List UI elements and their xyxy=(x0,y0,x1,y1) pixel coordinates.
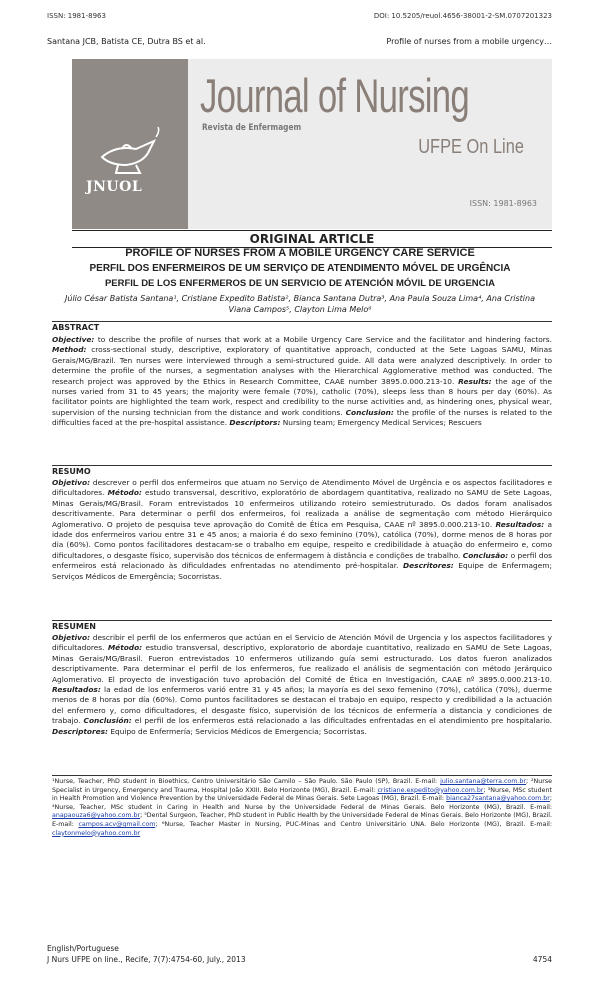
resumen-text: Objetivo: describir el perfil de los enfermeros que actúan en el Servicio de Atención Móvil de Urgencia y los aspectos facilitadores y dificultadores. Método: estudio transversal, descriptivo, exploratorio de abordaje cuantitativo, realizado en SAMU de Sete Lagoas, Minas Gerais/MG/Brasil. Fueron entrevistados 10 enfermeros utilizando guía semi estructurado. Los datos fueron analizados descriptivamente. Para determinar el perfil de los enfermeros, fue realizado el análisis de segmentación con método Jerárquico Aglomerativo. El proyecto de investigación tuvo aprobación del Comité de Ética en Investigación, CAAE nº 3895.0.000.213-10. Resultados: la edad de los enfermeros varió entre 31 y 45 años; la mayoría es del sexo femenino (70%), católica (70%), duerme menos de 8 horas por día (60%). Como puntos facilitadores se destacan el trabajo en equipo, respecto y credibilidad a la actuación del enfermero y, como dificultadores, el desgaste físico, supervisión de los técnicos de enfermería a distancia y condiciones de trabajo. Conclusión: el perfil de los enfermeros está relacionado a las dificultades enfrentadas en el atendimiento pre hospitalario. Descriptores: Equipo de Enfermería; Servicios Médicos de Emergencia; Socorristas. xyxy=(52,633,552,736)
running-authors: Santana JCB, Batista CE, Dutra BS et al. xyxy=(47,37,206,46)
resumo-heading: RESUMO xyxy=(52,465,552,476)
oil-lamp-icon xyxy=(96,127,166,177)
doi-header[interactable]: DOI: 10.5205/reuol.4656-38001-2-SM.0707201323 xyxy=(373,12,552,20)
journal-subtitle: Revista de Enfermagem xyxy=(202,123,302,133)
title-english: PROFILE OF NURSES FROM A MOBILE URGENCY CARE SERVICE xyxy=(125,247,475,259)
abstract-heading: ABSTRACT xyxy=(52,321,552,332)
page-number: 4754 xyxy=(532,955,552,964)
article-type: ORIGINAL ARTICLE xyxy=(72,230,552,248)
abstract-text: Objective: to describe the profile of nurses that work at a Mobile Urgency Care Service and the facilitator and hindering factors. Method: cross-sectional study, descriptive, exploratory of quantitative approach, conducted at the Sete Lagoas SAMU, Minas Gerais/MG/Brazil. Ten nurses were interviewed through a semi-structured guide. All data were analyzed descriptively. In order to determine the profile of the nurses, a segmentation analyses with the Hierarchical Agglomerative method was conducted. The research project was approved by the Ethics in Research Committee, CAAE number 3895.0.000.213-10. Results: the age of the nurses varied from 31 to 45 years; the majority were female (70%), catholic (70%), sleeps less than 8 hours per day (60%). As facilitator points are highlighted the team work, respect and credibility to the nurse activities and, as hindering ones, physical wear, supervision of the nursing technician from the distance and work conditions. Conclusion: the profile of the nurses is related to the difficulties faced at the pre-hospital assistance. Descriptors: Nursing team; Emergency Medical Services; Rescuers xyxy=(52,335,552,428)
journal-edition: UFPE On Line xyxy=(418,136,524,158)
author-footnotes[interactable]: ¹Nurse, Teacher, PhD student in Bioethics, Centro Universitário São Camilo – São Paulo. São Paulo (SP), Brazil. E-mail: julio.santana@terra.com.br; ²Nurse Specialist in Urgency, Emergency and Trauma, Hospital João XXIII. Belo Horizonte (MG), Brazil. E-mail: cristiane.expedito@yahoo.com.br; ³Nurse, MSc student in Health Promotion and Violence Prevention by the Universidade Federal de Minas Gerais. Sete Lagoas (MG), Brazil. E-mail: bianca27santana@yahoo.com.br; ⁴Nurse, Teacher, MSc student in Caring in Health and Nurse by the Universidade Federal de Minas Gerais. Belo Horizonte (MG), Brazil. E-mail: anapaouza6@yahoo.com.br; ⁵Dental Surgeon, Teacher, PhD student in Public Health by the Universidade Federal de Minas Gerais. Belo Horizonte (MG), Brazil. E-mail: campos.acv@gmail.com; ⁶Nurse, Teacher Master in Nursing, PUC-Minas and Centro Universitário UNA. Belo Horizonte (MG), Brazil. E-mail: claytonmelo@yahoo.com.br xyxy=(52,775,552,838)
title-spanish: PERFIL DE LOS ENFERMEROS DE UN SERVICIO DE ATENCIÓN MÓVIL DE URGENCIA xyxy=(104,278,496,289)
running-title: Profile of nurses from a mobile urgency… xyxy=(386,37,552,46)
journal-logo xyxy=(72,59,188,229)
language-note: English/Portuguese xyxy=(47,944,119,953)
citation: J Nurs UFPE on line., Recife, 7(7):4754-60, July., 2013 xyxy=(47,955,246,964)
resumen-heading: RESUMEN xyxy=(52,620,552,631)
title-portuguese: PERFIL DOS ENFERMEIROS DE UM SERVIÇO DE ATENDIMENTO MÓVEL DE URGÊNCIA xyxy=(89,263,511,274)
resumo-text: Objetivo: descrever o perfil dos enfermeiros que atuam no Serviço de Atendimento Móvel de Urgência e os aspectos facilitadores e dificultadores. Método: estudo transversal, descritivo, exploratório de abordagem quantitativa, realizado no SAMU de Sete Lagoas, Minas Gerais/MG/Brasil. Foram entrevistados 10 enfermeiros utilizando roteiro semiestruturado. Os dados foram analisados descritivamente. Para determinar o perfil dos enfermeiros, foi realizada a análise de segmentação com método Hierárquico Aglomerativo. O projeto de pesquisa teve aprovação do Comitê de Ética em Pesquisa, CAAE nº 3895.0.000.213-10. Resultados: a idade dos enfermeiros variou entre 31 e 45 anos; a maioria é do sexo feminino (70%), católica (70%), dorme menos de 8 horas por dia (60%). Como pontos facilitadores destacam-se o trabalho em equipe, respeito e credibilidade à atuação do enfermeiro e, como dificultadores, o desgaste físico, supervisão dos técnicos de enfermagem à distância e condições de trabalho. Conclusão: o perfil dos enfermeiros está relacionado às dificuldades enfrentadas no atendimento pré-hospitalar. Descritores: Equipe de Enfermagem; Serviços Médicos de Emergência; Socorristas. xyxy=(52,478,553,581)
journal-name: Journal of Nursing xyxy=(200,69,469,122)
issn-header: ISSN: 1981-8963 xyxy=(47,12,106,20)
logo-text: JNUOL xyxy=(86,179,143,195)
author-list: Júlio César Batista Santana¹, Cristiane Expedito Batista², Bianca Santana Dutra³, Ana Paula Souza Lima⁴, Ana Cristina Viana Campos⁵, Clayton Lima Melo⁶ xyxy=(65,294,535,314)
issn-badge: ISSN: 1981-8963 xyxy=(469,199,537,208)
journal-banner xyxy=(72,59,552,229)
